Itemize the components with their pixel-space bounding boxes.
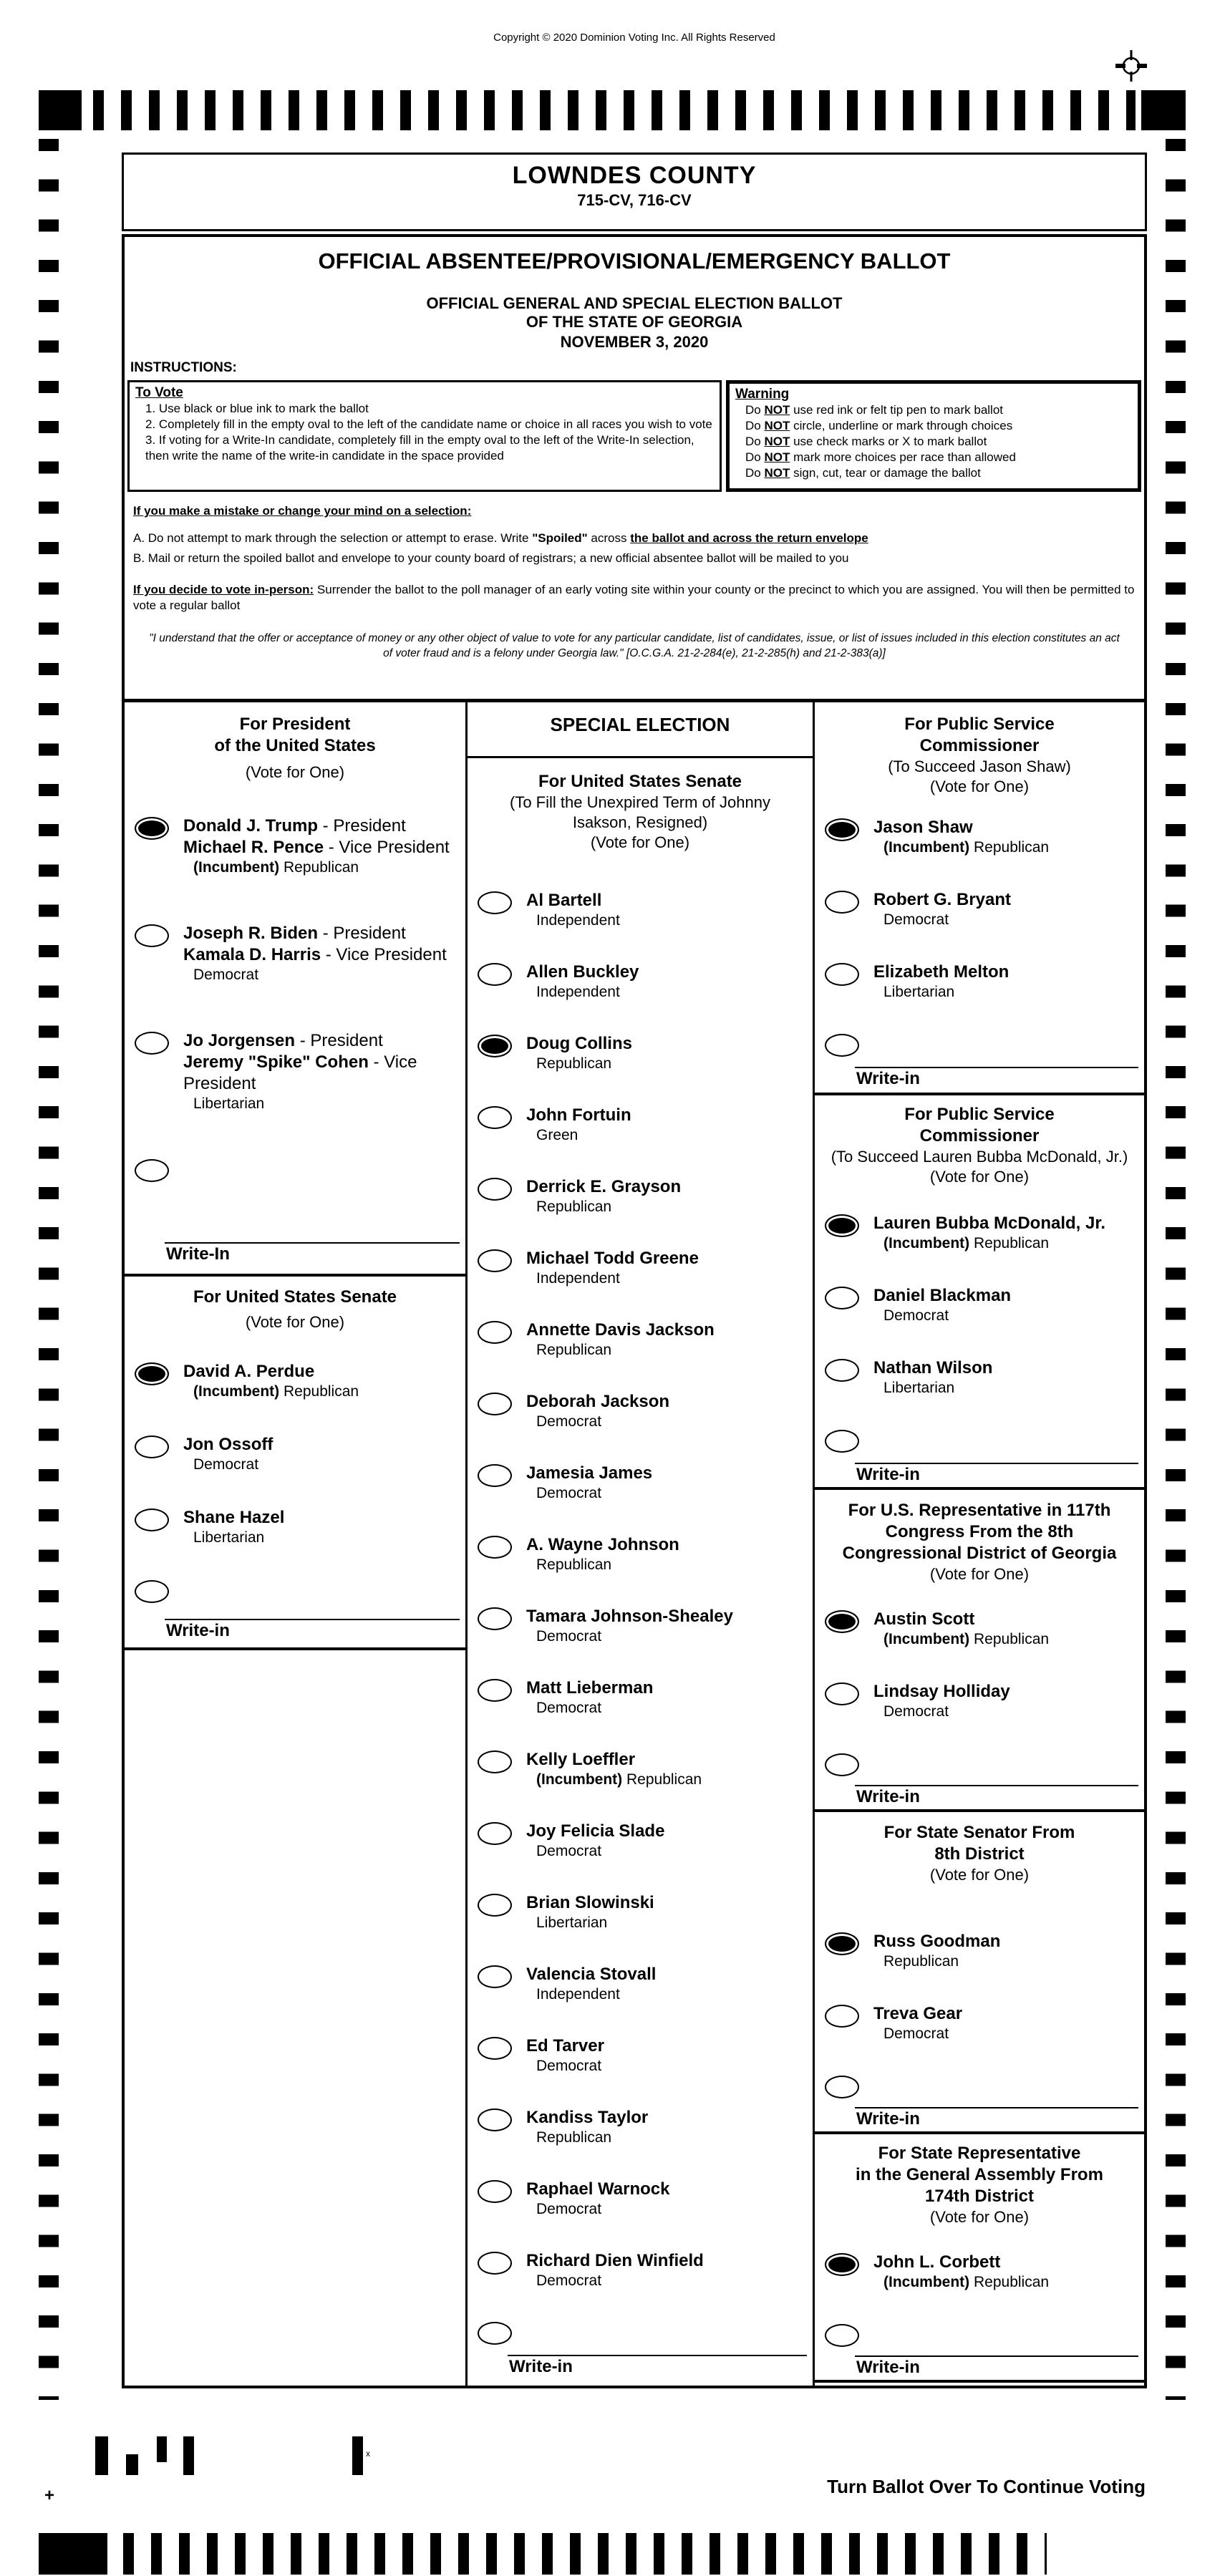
candidate-row [815, 1213, 1144, 1253]
party-label: Republican [883, 1953, 959, 1970]
timing-marks-right [1166, 139, 1186, 2400]
ballot-date: NOVEMBER 3, 2020 [560, 333, 709, 351]
printer-tiny-mark: x [366, 2449, 370, 2459]
party-label: Democrat [536, 2201, 602, 2217]
candidate-row [468, 1892, 813, 1932]
ballot-oval[interactable] [478, 1035, 512, 1057]
warning-box [726, 380, 1141, 492]
candidate-name: Robert G. Bryant [873, 890, 1012, 909]
write-in-oval[interactable] [135, 1159, 169, 1182]
candidate-name: Allen Buckley [526, 962, 639, 982]
candidate-row [468, 2107, 813, 2147]
running-mate-suffix: - Vice President [324, 838, 450, 857]
candidate-row [468, 1248, 813, 1288]
candidate-row [468, 2179, 813, 2219]
warning-item: Do NOT use red ink or felt tip pen to mark ballot [745, 403, 1004, 417]
race-title: For Public Service Commissioner [904, 715, 1055, 755]
ballot-oval[interactable] [478, 1751, 512, 1773]
party-label: Libertarian [536, 1914, 608, 1931]
candidate-row [468, 2250, 813, 2290]
candidate-name: Richard Dien Winfield [526, 2251, 704, 2270]
candidate-row [815, 889, 1144, 929]
write-in-oval[interactable] [825, 1430, 859, 1453]
ballot-oval[interactable] [825, 891, 859, 914]
write-in-oval[interactable] [825, 2324, 859, 2347]
candidate-row [468, 962, 813, 1002]
race-psc-mcdonald [815, 1095, 1144, 1490]
candidate-row [815, 2252, 1144, 2292]
party-label: Democrat [883, 1307, 949, 1324]
in-person-note: If you decide to vote in-person: Surrender the ballot to the poll manager of an early voting site within your county or the precinct to which you are assigned. You will then be permitted to vote a regular ballot [133, 583, 1135, 612]
incumbent-label: (Incumbent) [883, 1631, 974, 1647]
write-in-oval[interactable] [825, 1753, 859, 1776]
candidate-row [468, 1606, 813, 1646]
vote-for-instruction: (Vote for One) [590, 833, 690, 851]
race-state-rep-174th [815, 2134, 1144, 2383]
party-label: Democrat [536, 1628, 602, 1645]
candidate-name: Derrick E. Grayson [526, 1177, 682, 1196]
incumbent-label: (Incumbent) [883, 2274, 974, 2290]
ballot-oval[interactable] [478, 1321, 512, 1344]
write-in-oval[interactable] [825, 2076, 859, 2098]
candidate-row [125, 1507, 465, 1547]
candidate-name: Lindsay Holliday [873, 1682, 1010, 1701]
write-in-label: Write-in [509, 2357, 573, 2376]
candidate-name: Jon Ossoff [183, 1435, 273, 1454]
candidate-name: Raphael Warnock [526, 2179, 670, 2199]
ballot-oval[interactable] [478, 2252, 512, 2275]
race-title: For State Representative in the General Assembly From 174th District [856, 2144, 1103, 2206]
ballot-oval[interactable] [478, 891, 512, 914]
to-vote-item: 3. If voting for a Write-In candidate, completely fill in the empty oval to the left of the Write-In selection, then write the name of the write-in candidate in the space provided [145, 433, 694, 463]
candidate-name: Lauren Bubba McDonald, Jr. [873, 1214, 1106, 1233]
write-in-label: Write-in [856, 1069, 920, 1088]
party-label: Democrat [536, 1843, 602, 1859]
candidate-name: Nathan Wilson [873, 1358, 993, 1377]
instructions-label: INSTRUCTIONS: [130, 360, 237, 375]
party-label: Libertarian [193, 1529, 265, 1546]
candidate-row [468, 1964, 813, 2004]
candidate-office-suffix: - President [318, 816, 406, 836]
candidate-row [125, 1434, 465, 1474]
candidate-row [468, 1821, 813, 1861]
candidate-name: Treva Gear [873, 2004, 963, 2023]
party-label: Republican [626, 1771, 702, 1788]
vote-for-instruction: (Vote for One) [929, 778, 1030, 795]
candidate-name: Tamara Johnson-Shealey [526, 1607, 733, 1626]
printer-mark-bar [352, 2436, 363, 2475]
ballot-oval[interactable] [478, 2180, 512, 2203]
write-in-section [815, 1034, 1144, 1090]
to-vote-heading: To Vote [135, 385, 183, 400]
write-in-section [815, 2324, 1144, 2378]
contest-columns [125, 699, 1144, 2386]
candidate-row [468, 1033, 813, 1073]
mistake-item-a: A. Do not attempt to mark through the selection or attempt to erase. Write "Spoiled" across the ballot and across the return envelope [133, 531, 868, 545]
ballot-oval[interactable] [478, 1393, 512, 1415]
race-state-senator-8th [815, 1812, 1144, 2134]
party-label: Republican [284, 1383, 359, 1400]
candidate-list [125, 1361, 465, 1547]
candidate-name: David A. Perdue [183, 1362, 315, 1381]
mistake-section [133, 503, 1137, 614]
candidate-name: Valencia Stovall [526, 1965, 657, 1984]
ballot-oval[interactable] [478, 1894, 512, 1917]
write-in-label: Write-in [166, 1621, 230, 1640]
candidate-office-suffix: - President [318, 924, 406, 943]
printer-mark-bar [183, 2436, 194, 2475]
instructions-row [127, 380, 1141, 492]
candidate-row [468, 2035, 813, 2076]
warning-item: Do NOT sign, cut, tear or damage the ballot [745, 466, 981, 480]
party-label: Republican [284, 859, 359, 876]
candidate-name: Austin Scott [873, 1609, 975, 1629]
mistake-item-b: B. Mail or return the spoiled ballot and envelope to your county board of registrars; a new official absentee ballot will be mailed to you [133, 551, 849, 565]
party-label: Democrat [193, 1456, 259, 1473]
race-us-senate [125, 1277, 465, 1650]
candidate-name: Al Bartell [526, 891, 602, 910]
ballot-oval[interactable] [825, 1359, 859, 1382]
candidate-name: Annette Davis Jackson [526, 1320, 715, 1340]
candidate-row [815, 2003, 1144, 2043]
plus-registration-mark: + [44, 2486, 55, 2505]
candidate-row [468, 1463, 813, 1503]
column-1 [125, 702, 468, 2386]
candidate-row [815, 1285, 1144, 1325]
party-label: Democrat [536, 2272, 602, 2289]
candidate-row [125, 1361, 465, 1401]
candidate-list [815, 1609, 1144, 1721]
printer-mark-bar [126, 2454, 138, 2475]
incumbent-label: (Incumbent) [193, 1383, 284, 1400]
candidate-row [125, 815, 465, 877]
candidate-name: Joy Felicia Slade [526, 1821, 665, 1841]
party-label: Republican [536, 2129, 612, 2146]
to-vote-item: 1. Use black or blue ink to mark the ballot [145, 402, 369, 415]
party-label: Libertarian [883, 1380, 955, 1396]
ballot-oval[interactable] [135, 1032, 169, 1055]
running-mate-suffix: - Vice President [321, 945, 447, 964]
timing-strip-top [93, 90, 1136, 130]
party-label: Democrat [193, 967, 259, 983]
running-mate-name: Kamala D. Harris [183, 945, 321, 964]
party-label: Republican [974, 1235, 1050, 1251]
party-label: Democrat [883, 2025, 949, 2042]
warning-item: Do NOT mark more choices per race than allowed [745, 450, 1016, 464]
write-in-section [468, 2322, 813, 2378]
candidate-name: Donald J. Trump [183, 816, 319, 836]
party-label: Independent [536, 1270, 620, 1287]
ballot-title: OFFICIAL ABSENTEE/PROVISIONAL/EMERGENCY BALLOT [318, 248, 951, 273]
party-label: Democrat [536, 1485, 602, 1501]
candidate-name: Jamesia James [526, 1463, 653, 1483]
printer-mark-bar [157, 2436, 167, 2462]
candidate-name: Brian Slowinski [526, 1893, 654, 1912]
ballot-oval[interactable] [135, 817, 169, 840]
county-header-box [122, 152, 1147, 231]
candidate-list [815, 2252, 1144, 2292]
candidate-row [815, 1609, 1144, 1649]
race-note: (To Fill the Unexpired Term of Johnny Isakson, Resigned) [510, 793, 770, 831]
candidate-row [468, 1105, 813, 1145]
party-label: Democrat [536, 2058, 602, 2074]
ballot-oval[interactable] [478, 2108, 512, 2131]
race-psc-shaw [815, 702, 1144, 1095]
candidate-name: Michael Todd Greene [526, 1249, 699, 1268]
ballot-oval[interactable] [478, 1607, 512, 1630]
write-in-label: Write-in [856, 1787, 920, 1806]
candidate-row [468, 890, 813, 930]
party-label: Green [536, 1127, 578, 1143]
ballot-oval[interactable] [478, 1464, 512, 1487]
race-note: (To Succeed Jason Shaw) [888, 757, 1071, 775]
ballot-oval[interactable] [825, 1610, 859, 1633]
warning-heading: Warning [735, 387, 790, 402]
timing-block-top-left [39, 90, 82, 130]
candidate-name: Jo Jorgensen [183, 1031, 296, 1050]
running-mate-suffix: - Vice President [183, 1052, 417, 1093]
party-label: Democrat [883, 911, 949, 928]
candidate-row [468, 1320, 813, 1360]
timing-block-bottom-left [39, 2533, 107, 2575]
vote-for-instruction: (Vote for One) [929, 2208, 1030, 2226]
registration-target-icon [1114, 49, 1148, 83]
ballot-oval[interactable] [478, 963, 512, 986]
party-label: Libertarian [883, 984, 955, 1000]
write-in-section [125, 1580, 465, 1642]
party-label: Independent [536, 984, 620, 1000]
candidate-row [468, 1749, 813, 1789]
race-title: For United States Senate [193, 1287, 397, 1307]
party-label: Independent [536, 912, 620, 929]
write-in-label: Write-in [856, 2358, 920, 2377]
timing-marks-left [39, 139, 59, 2400]
candidate-list [815, 817, 1144, 1002]
party-label: Republican [536, 1342, 612, 1358]
party-label: Independent [536, 1986, 620, 2003]
incumbent-label: (Incumbent) [193, 859, 284, 876]
ballot-oval[interactable] [825, 818, 859, 841]
candidate-name: Matt Lieberman [526, 1678, 654, 1698]
timing-block-top-right [1141, 90, 1186, 130]
ballot-oval[interactable] [825, 1932, 859, 1955]
ballot-oval[interactable] [478, 1178, 512, 1201]
party-label: Republican [974, 2274, 1050, 2290]
ballot-oval[interactable] [478, 1106, 512, 1129]
party-label: Republican [536, 1199, 612, 1215]
vote-for-instruction: (Vote for One) [929, 1866, 1030, 1884]
ballot-oval[interactable] [478, 1679, 512, 1702]
candidate-name: Ed Tarver [526, 2036, 604, 2056]
to-vote-box [127, 380, 722, 492]
ballot-oval[interactable] [478, 1536, 512, 1559]
party-label: Republican [974, 839, 1050, 856]
candidate-list [815, 1931, 1144, 2043]
race-title: For Public Service Commissioner [904, 1105, 1055, 1146]
candidate-name: A. Wayne Johnson [526, 1535, 679, 1554]
candidate-name: Deborah Jackson [526, 1392, 670, 1411]
party-label: Libertarian [193, 1095, 265, 1112]
printer-mark-bar [95, 2436, 108, 2475]
write-in-label: Write-In [166, 1244, 230, 1264]
write-in-section [815, 1753, 1144, 1808]
special-election-header: SPECIAL ELECTION [468, 702, 813, 758]
candidate-row [815, 1357, 1144, 1398]
ballot-subtitle-2: OF THE STATE OF GEORGIA [526, 313, 743, 331]
candidate-row [468, 1677, 813, 1718]
county-codes: 715-CV, 716-CV [577, 191, 692, 209]
candidate-row [125, 1030, 465, 1113]
candidate-name: Doug Collins [526, 1034, 632, 1053]
ballot-oval[interactable] [478, 2037, 512, 2060]
candidate-list [815, 1213, 1144, 1398]
vote-for-instruction: (Vote for One) [929, 1168, 1030, 1186]
ballot-oval[interactable] [825, 1287, 859, 1309]
write-in-label: Write-in [856, 1465, 920, 1484]
candidate-name: Kandiss Taylor [526, 2108, 649, 2127]
candidate-name: Shane Hazel [183, 1508, 285, 1527]
column-2 [468, 702, 815, 2386]
ballot-oval[interactable] [135, 1509, 169, 1531]
candidate-row [125, 923, 465, 984]
warning-item: Do NOT circle, underline or mark through choices [745, 419, 1013, 432]
incumbent-label: (Incumbent) [883, 1235, 974, 1251]
ballot-main-box [122, 234, 1147, 2388]
voter-fraud-fine-print: "I understand that the offer or acceptance of money or any other object of value to vote for any particular candidate, list of candidates, issue, or list of issues included in this election constitutes an act of voter fraud and is a felony under Georgia law." [O.C.G.A. 21-2-284(e), 21-2-285(h) and 21-2-383(a)] [149, 632, 1120, 659]
ballot-oval[interactable] [825, 2005, 859, 2028]
column-3 [815, 702, 1144, 2386]
ballot-oval[interactable] [135, 924, 169, 947]
candidate-name: Joseph R. Biden [183, 924, 319, 943]
timing-strip-bottom [123, 2533, 1047, 2575]
party-label: Democrat [883, 1703, 949, 1720]
ballot-oval[interactable] [135, 1435, 169, 1458]
candidate-name: Russ Goodman [873, 1932, 1001, 1951]
vote-for-instruction: (Vote for One) [929, 1565, 1030, 1583]
incumbent-label: (Incumbent) [536, 1771, 626, 1788]
ballot-oval[interactable] [825, 1214, 859, 1237]
ballot-oval[interactable] [478, 1249, 512, 1272]
ballot-oval[interactable] [135, 1362, 169, 1385]
ballot-oval[interactable] [825, 2253, 859, 2276]
write-in-oval[interactable] [478, 2322, 512, 2345]
party-label: Republican [974, 1631, 1050, 1647]
candidate-name: Elizabeth Melton [873, 962, 1009, 982]
ballot-subtitle-1: OFFICIAL GENERAL AND SPECIAL ELECTION BALLOT [426, 294, 843, 312]
race-title: For President of the United States [214, 715, 376, 755]
race-president [125, 702, 465, 1277]
write-in-section [815, 2076, 1144, 2130]
candidate-name: John Fortuin [526, 1105, 631, 1125]
mistake-heading: If you make a mistake or change your mind on a selection: [133, 504, 472, 518]
vote-for-instruction: (Vote for One) [245, 1313, 345, 1331]
running-mate-name: Jeremy "Spike" Cohen [183, 1052, 369, 1072]
race-title: For United States Senate [538, 772, 742, 791]
race-us-senate-special [468, 758, 813, 2378]
write-in-oval[interactable] [825, 1034, 859, 1057]
candidate-row [815, 1931, 1144, 1971]
turn-ballot-over-text: Turn Ballot Over To Continue Voting [827, 2476, 1146, 2497]
ballot-oval[interactable] [478, 1965, 512, 1988]
warning-item: Do NOT use check marks or X to mark ballot [745, 435, 987, 448]
party-label: Republican [536, 1055, 612, 1072]
candidate-row [815, 1681, 1144, 1721]
candidate-name: Kelly Loeffler [526, 1750, 636, 1769]
candidate-row [468, 1176, 813, 1216]
write-in-label: Write-in [856, 2109, 920, 2129]
candidate-list [125, 815, 465, 1113]
ballot-oval[interactable] [478, 1822, 512, 1845]
ballot-oval[interactable] [825, 1682, 859, 1705]
ballot-oval[interactable] [825, 963, 859, 986]
write-in-section [815, 1430, 1144, 1486]
candidate-row [468, 1534, 813, 1574]
party-label: Democrat [536, 1700, 602, 1716]
race-us-rep-8th [815, 1490, 1144, 1812]
county-name: LOWNDES COUNTY [512, 162, 757, 189]
race-title: For U.S. Representative in 117th Congress From the 8th Congressional District of Georgia [842, 1501, 1117, 1563]
candidate-row [815, 962, 1144, 1002]
candidate-name: Jason Shaw [873, 818, 973, 837]
race-note: (To Succeed Lauren Bubba McDonald, Jr.) [831, 1148, 1128, 1166]
race-title: For State Senator From 8th District [883, 1823, 1075, 1864]
write-in-oval[interactable] [135, 1580, 169, 1603]
write-in-section [125, 1159, 465, 1265]
candidate-row [815, 817, 1144, 857]
party-label: Democrat [536, 1413, 602, 1430]
candidate-name: Daniel Blackman [873, 1286, 1012, 1305]
candidate-name: John L. Corbett [873, 2252, 1001, 2272]
candidate-list [468, 890, 813, 2290]
running-mate-name: Michael R. Pence [183, 838, 324, 857]
vote-for-instruction: (Vote for One) [245, 763, 345, 781]
candidate-row [468, 1391, 813, 1431]
incumbent-label: (Incumbent) [883, 839, 974, 856]
copyright-line: Copyright © 2020 Dominion Voting Inc. All Rights Reserved [493, 32, 775, 44]
to-vote-item: 2. Completely fill in the empty oval to the left of the candidate name or choice in all races you wish to vote [145, 417, 712, 431]
party-label: Republican [536, 1556, 612, 1573]
candidate-office-suffix: - President [295, 1031, 383, 1050]
